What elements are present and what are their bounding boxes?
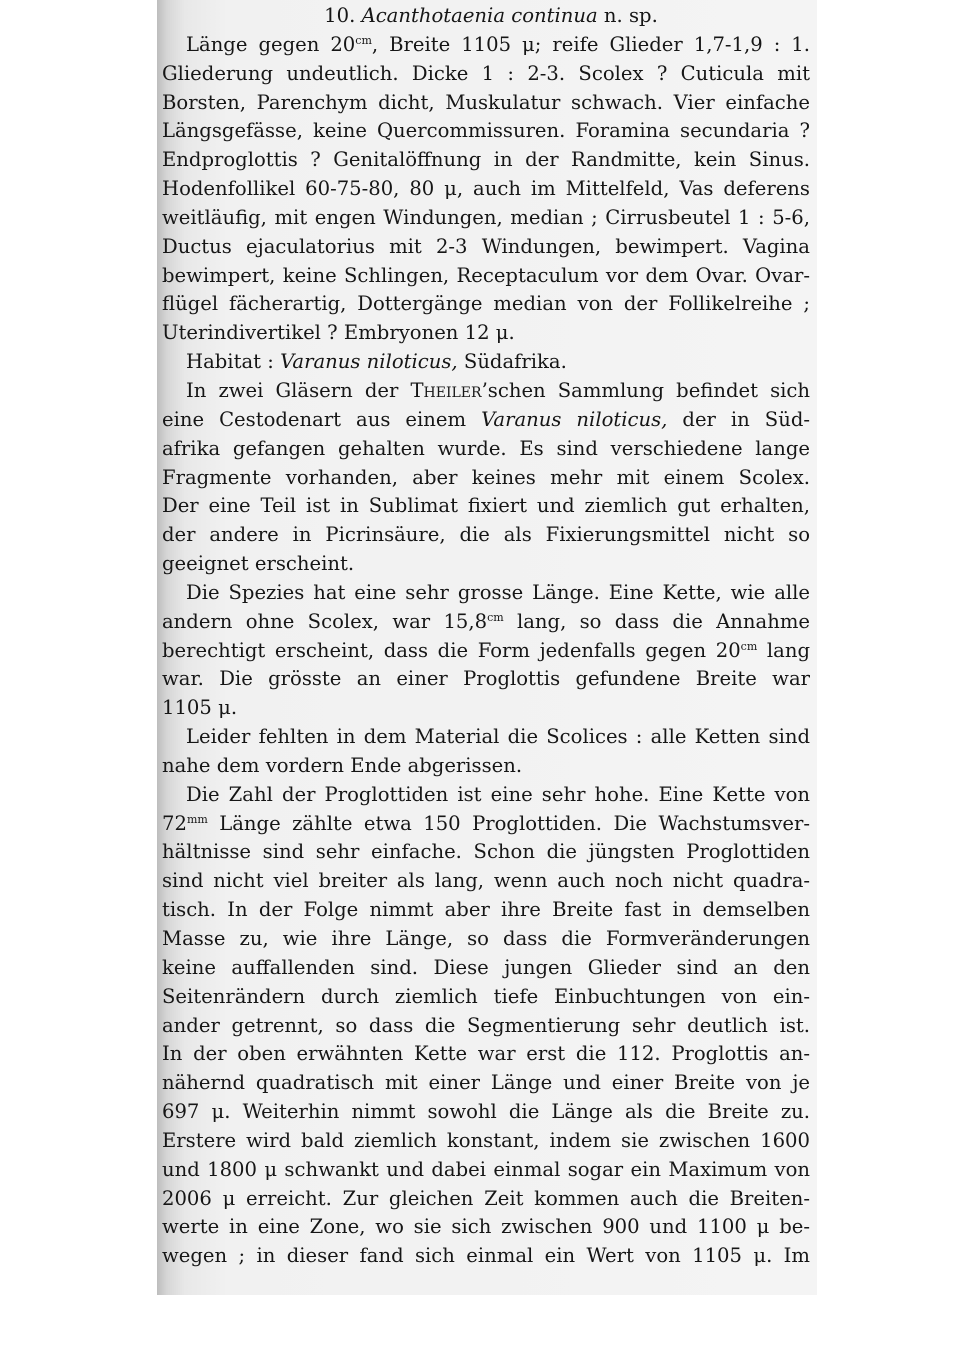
- author-name: Theiler: [410, 378, 482, 402]
- paragraph-line: wegen ; in dieser fand sich einmal ein Wert von 1105 μ. Im: [162, 1244, 810, 1268]
- paragraph-line: geeignet erscheint.: [162, 552, 355, 576]
- paragraph-line: afrika gefangen gehalten wurde. Es sind verschiedene lange: [162, 436, 810, 460]
- paragraph-material: [162, 377, 810, 579]
- paragraph-line: berechtigt erscheint, dass die Form jedenfalls gegen $20^{cm}$ lang: [162, 638, 810, 662]
- paragraph-line: Fragmente vorhanden, aber keines mehr mit einem Scolex.: [162, 465, 810, 489]
- species-heading: [162, 2, 810, 31]
- paragraph-line: keine auffallenden sind. Diese jungen Glieder sind an den: [162, 955, 810, 979]
- summary-line: weitläufig, mit engen Windungen, median ; Cirrusbeutel 1 : 5-6,: [162, 205, 810, 229]
- heading-species: continua: [511, 4, 598, 27]
- paragraph-line: Die Zahl der Proglottiden ist eine sehr hohe. Eine Kette von: [186, 782, 810, 806]
- paragraph-line: Leider fehlten in dem Material die Scolices : alle Ketten sind: [186, 725, 810, 749]
- summary-line: Uterindivertikel ? Embryonen 12 μ.: [162, 321, 515, 345]
- summary-line: Längsgefässe, keine Quercommissuren. Foramina secundaria ?: [162, 119, 810, 143]
- paragraph-proglottids: [162, 781, 810, 1271]
- paragraph-line: Die Spezies hat eine sehr grosse Länge. Eine Kette, wie alle: [186, 580, 810, 604]
- paragraph-line: In zwei Gläsern der Theiler’schen Sammlung befindet sich: [186, 378, 810, 402]
- paragraph-line: werte in eine Zone, wo sie sich zwischen 900 und 1100 μ be-: [162, 1215, 810, 1239]
- summary-line: flügel fächerartig, Dottergänge median von der Follikelreihe ;: [162, 292, 810, 316]
- habitat-host: Varanus niloticus,: [280, 350, 458, 374]
- paragraph-length: [162, 579, 810, 723]
- heading-number: 10.: [324, 4, 356, 27]
- heading-genus: Acanthotaenia: [361, 4, 505, 27]
- habitat-line: [162, 348, 810, 377]
- paragraph-line: sind nicht viel breiter als lang, wenn auch noch nicht quadra-: [162, 869, 810, 893]
- paragraph-line: nähernd quadratisch mit einer Länge und einer Breite von je: [162, 1071, 810, 1095]
- paragraph-line: und 1800 μ schwankt und dabei einmal sogar ein Maximum von: [162, 1157, 810, 1181]
- heading-suffix: n. sp.: [603, 4, 658, 27]
- paragraph-line: 1105 μ.: [162, 696, 238, 720]
- habitat-label: Habitat :: [186, 350, 274, 374]
- paragraph-line: Masse zu, wie ihre Länge, so dass die Formveränderungen: [162, 927, 810, 950]
- summary-line: Ductus ejaculatorius mit 2-3 Windungen, bewimpert. Vagina: [162, 234, 810, 258]
- summary-line: Gliederung undeutlich. Dicke 1 : 2-3. Scolex ? Cuticula mit: [162, 61, 810, 85]
- paragraph-line: war. Die grösste an einer Proglottis gefundene Breite war: [162, 667, 810, 691]
- species-summary: [162, 31, 810, 348]
- paragraph-line: Erstere wird bald ziemlich konstant, indem sie zwischen 1600: [162, 1128, 810, 1152]
- paragraph-line: In der oben erwähnten Kette war erst die 112. Proglottis an-: [162, 1042, 810, 1066]
- summary-line: Endproglottis ? Genitalöffnung in der Randmitte, kein Sinus.: [162, 148, 810, 172]
- paragraph-line: Der eine Teil ist in Sublimat fixiert und ziemlich gut erhalten,: [162, 494, 810, 518]
- summary-line: Hodenfollikel 60-75-80, 80 μ, auch im Mittelfeld, Vas deferens: [162, 177, 810, 201]
- paragraph-line: der andere in Picrinsäure, die als Fixierungsmittel nicht so: [162, 523, 810, 547]
- summary-line: Borsten, Parenchym dicht, Muskulatur schwach. Vier einfache: [162, 90, 810, 114]
- paragraph-line: tisch. In der Folge nimmt aber ihre Breite fast in demselben: [162, 898, 810, 922]
- paragraph-line: nahe dem vordern Ende abgerissen.: [162, 753, 523, 777]
- summary-line: Länge gegen $20^{cm}$, Breite 1105 μ; reife Glieder 1,7-1,9 : 1.: [186, 32, 810, 56]
- paragraph-line: Seitenrändern durch ziemlich tiefe Einbuchtungen von ein-: [162, 984, 810, 1008]
- page-text-block: [162, 2, 810, 1271]
- paragraph-line: 697 μ. Weiterhin nimmt sowohl die Länge als die Breite zu.: [162, 1100, 810, 1124]
- paragraph-line: 2006 μ erreicht. Zur gleichen Zeit kommen auch die Breiten-: [162, 1186, 810, 1210]
- paragraph-line: ander getrennt, so dass die Segmentierung sehr deutlich ist.: [162, 1013, 810, 1037]
- habitat-place: Südafrika.: [463, 350, 567, 374]
- paragraph-line: andern ohne Scolex, war $15,8^{cm}$ lang, so dass die Annahme: [162, 609, 810, 633]
- paragraph-scolices: [162, 723, 810, 781]
- paragraph-line: eine Cestodenart aus einem Varanus niloticus, der in Süd-: [162, 407, 810, 431]
- paragraph-line: $72^{mm}$ Länge zählte etwa 150 Proglottiden. Die Wachstumsver-: [162, 811, 810, 835]
- paragraph-line: hältnisse sind sehr einfache. Schon die jüngsten Proglottiden: [162, 840, 810, 864]
- summary-line: bewimpert, keine Schlingen, Receptaculum vor dem Ovar. Ovar-: [162, 263, 810, 287]
